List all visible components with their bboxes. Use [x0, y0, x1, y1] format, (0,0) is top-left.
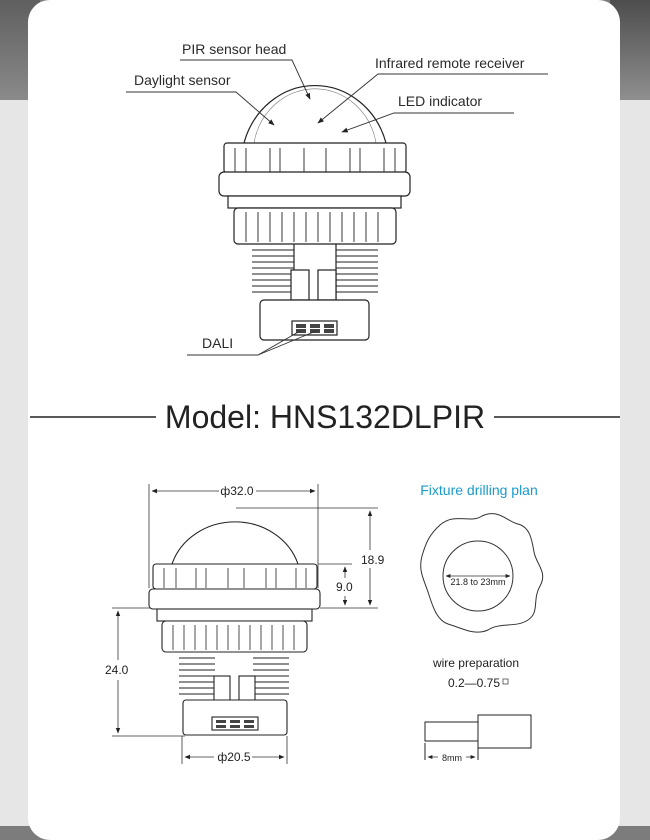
dim-body-height: 24.0 — [105, 663, 129, 677]
diagram-canvas — [28, 0, 620, 840]
model-title: Model: HNS132DLPIR — [164, 399, 486, 435]
label-infrared-receiver: Infrared remote receiver — [375, 55, 525, 71]
label-led-indicator: LED indicator — [398, 93, 483, 109]
drilling-plan-shape — [421, 514, 543, 633]
sensor-device-top — [219, 86, 410, 340]
diagram-card — [28, 0, 620, 840]
drilling-hole-range: 21.8 to 23mm — [450, 577, 506, 587]
wire-strip-diagram — [425, 715, 531, 760]
wire-prep-title: wire preparation — [432, 656, 520, 670]
dim-flange-height: 9.0 — [336, 580, 353, 594]
label-pir-sensor-head: PIR sensor head — [182, 41, 287, 57]
dim-top-width: ф32.0 — [220, 484, 254, 498]
dim-bottom-width: ф20.5 — [217, 750, 251, 764]
drilling-plan-title: Fixture drilling plan — [420, 482, 538, 498]
dim-dome-height: 18.9 — [361, 553, 385, 567]
sensor-device-dimensioned — [149, 522, 320, 735]
label-daylight-sensor: Daylight sensor — [134, 72, 231, 88]
label-dali: DALI — [202, 335, 234, 351]
square-unit-icon — [503, 679, 508, 684]
wire-strip-length: 8mm — [442, 753, 462, 763]
wire-gauge: 0.2—0.75 — [447, 676, 501, 690]
